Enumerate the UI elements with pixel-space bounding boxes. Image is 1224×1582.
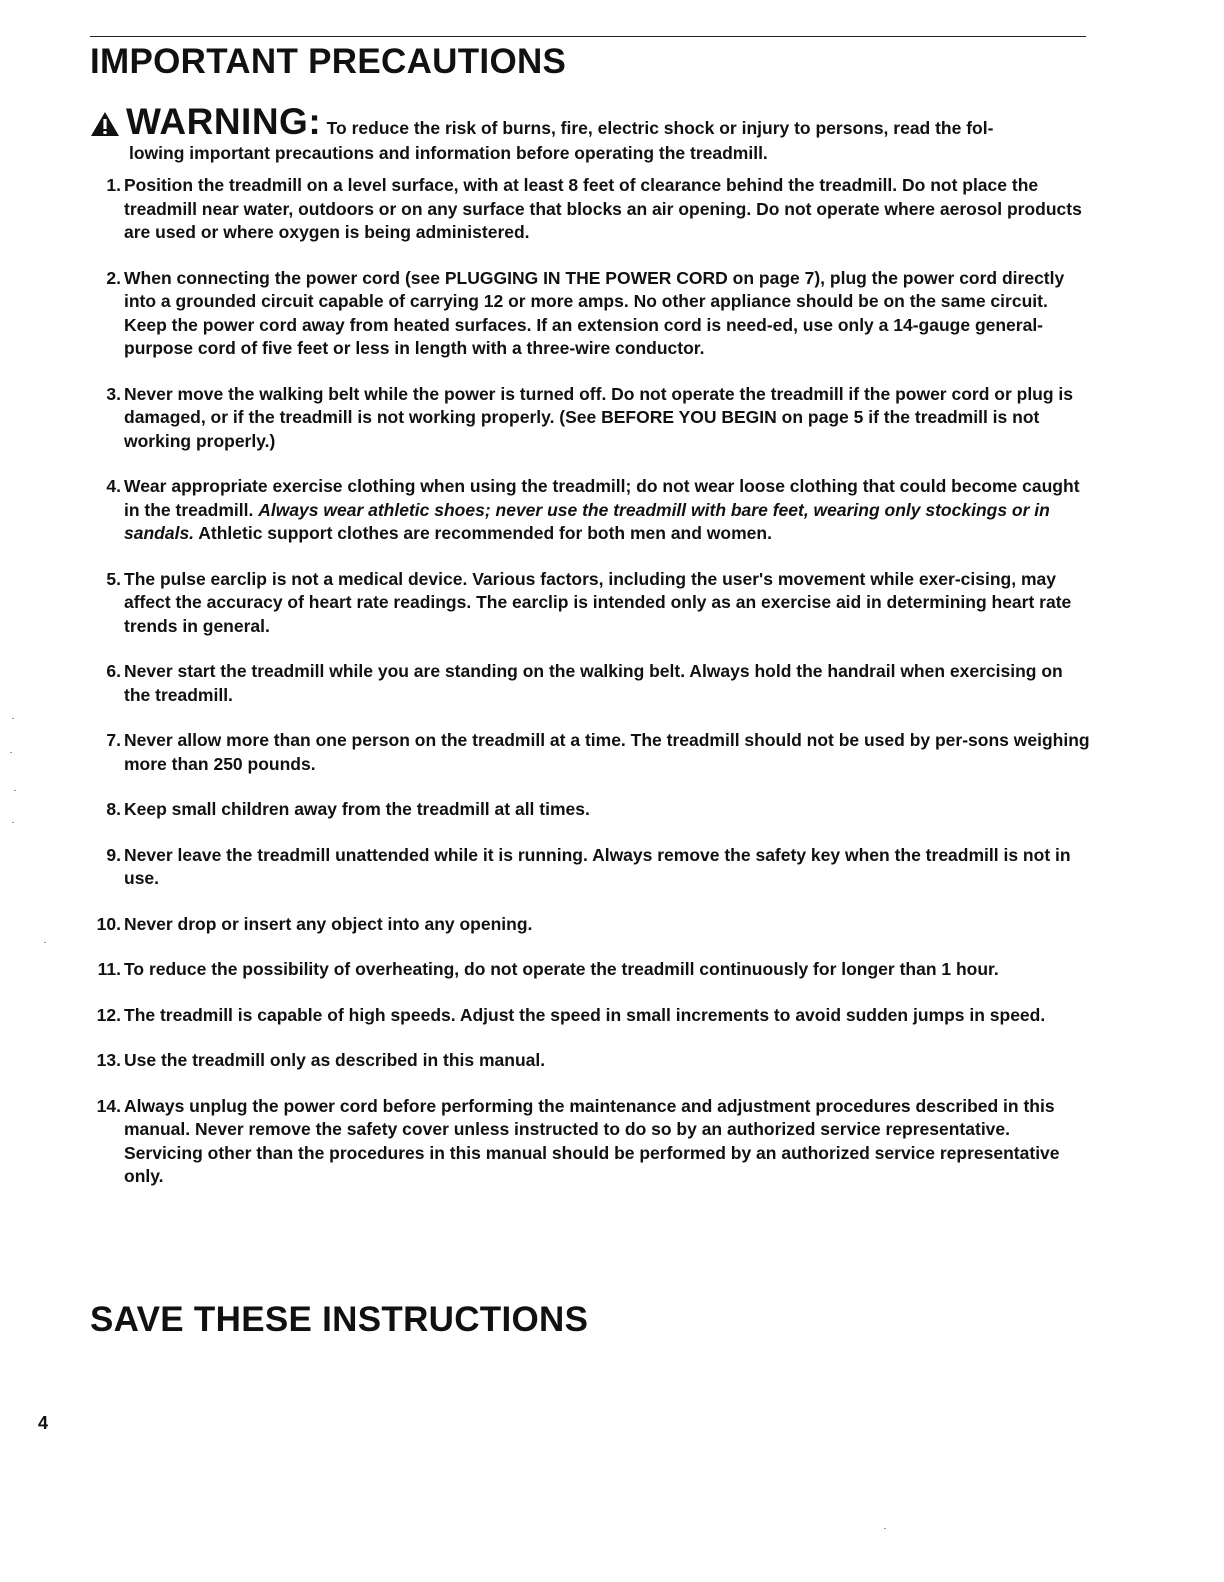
- precaution-item: [90, 174, 1090, 245]
- item-text: When connecting the power cord (see PLUGGING IN THE POWER CORD on page 7), plug the power cord directly into a grounded circuit capable of carrying 12 or more amps. No other appliance should be on the same circuit. Keep the power cord away from heated surfaces. If an extension cord is need-ed, use only a 14-gauge general-purpose cord of five feet or less in length with a three-wire conductor.: [124, 267, 1065, 358]
- scan-speck: [12, 822, 14, 823]
- item-text: Always unplug the power cord before performing the maintenance and adjustment procedures described in this manual. Never remove the safety cover unless instructed to do so by an authorized service representative. Servicing other than the procedures in this manual should be performed by an authorized service representative only.: [124, 1095, 1060, 1186]
- item-number: 1.: [106, 175, 121, 195]
- scan-speck: [44, 942, 46, 943]
- item-number: 12.: [96, 1004, 121, 1025]
- scan-speck: [10, 752, 12, 753]
- warning-colon: :: [308, 101, 321, 142]
- item-text: Never leave the treadmill unattended while it is running. Always remove the safety key when the treadmill is not in use.: [124, 844, 1071, 888]
- warning-text-line1: To reduce the risk of burns, fire, electric shock or injury to persons, read the fol-: [326, 118, 994, 138]
- precaution-item: [90, 568, 1090, 639]
- precautions-list: [90, 174, 1090, 1211]
- precaution-item: [90, 1049, 1090, 1073]
- warning-triangle-icon: [90, 111, 120, 137]
- item-number: 14.: [96, 1095, 121, 1116]
- item-text: To reduce the possibility of overheating, do not operate the treadmill continuously for longer than 1 hour.: [124, 959, 999, 979]
- item-text: Never move the walking belt while the power is turned off. Do not operate the treadmill if the power cord or plug is damaged, or if the treadmill is not working properly. (See BEFORE YOU BEGIN on page 5 if the treadmill is not working properly.): [124, 383, 1074, 451]
- item-text: The pulse earclip is not a medical device. Various factors, including the user's movement while exer-cising, may affect the accuracy of heart rate readings. The earclip is intended only as an exercise aid in determining heart rate trends in general.: [124, 568, 1072, 636]
- item-text-plain: Wear appropriate exercise clothing when using the treadmill; do not wear loose clothing that could become caught in the treadmill.: [124, 476, 1080, 520]
- item-text: Never start the treadmill while you are standing on the walking belt. Always hold the handrail when exercising on the treadmill.: [124, 661, 1063, 705]
- item-text-plain-end: Athletic support clothes are recommended for both men and women.: [194, 523, 772, 543]
- precaution-item: [90, 729, 1090, 776]
- item-text-italic: Always wear athletic shoes; never use the treadmill with bare feet, wearing only stockings or in sandals.: [124, 499, 1050, 543]
- precaution-item: [90, 798, 1090, 822]
- item-number: 7.: [106, 730, 121, 750]
- scan-speck: [884, 1528, 886, 1529]
- precaution-item: [90, 383, 1090, 454]
- warning-text-line2: lowing important precautions and information before operating the treadmill.: [129, 143, 768, 163]
- precaution-item: [90, 1095, 1090, 1189]
- item-number: 2.: [106, 267, 121, 288]
- page-title: IMPORTANT PRECAUTIONS: [90, 42, 567, 81]
- item-text: Position the treadmill on a level surface, with at least 8 feet of clearance behind the treadmill. Do not place the treadmill near water, outdoors or on any surface that blocks an air opening. Do not operate where aerosol products are used or where oxygen is being administered.: [124, 175, 1082, 242]
- warning-line: [90, 103, 1086, 140]
- precaution-item: [90, 958, 1090, 982]
- item-number: 5.: [106, 568, 121, 589]
- item-number: 10.: [96, 913, 121, 934]
- item-text: [124, 476, 1080, 543]
- item-text: The treadmill is capable of high speeds. Adjust the speed in small increments to avoid sudden jumps in speed.: [124, 1004, 1046, 1025]
- scan-speck: [12, 718, 14, 719]
- precaution-item: [90, 1004, 1090, 1028]
- item-text: Never allow more than one person on the treadmill at a time. The treadmill should not be used by per-sons weighing more than 250 pounds.: [124, 730, 1090, 774]
- warning-block: [90, 103, 1086, 165]
- item-text: Use the treadmill only as described in this manual.: [124, 1050, 546, 1070]
- save-instructions-heading: SAVE THESE INSTRUCTIONS: [90, 1300, 589, 1339]
- precaution-item: [90, 913, 1090, 937]
- item-number: 11.: [97, 959, 121, 979]
- top-rule: [90, 36, 1086, 37]
- item-text: Keep small children away from the treadmill at all times.: [124, 799, 590, 819]
- item-number: 8.: [106, 799, 121, 819]
- item-number: 9.: [106, 844, 121, 865]
- item-number: 3.: [106, 383, 121, 404]
- precaution-item: [90, 267, 1090, 361]
- page-number: 4: [38, 1413, 49, 1433]
- scan-speck: [14, 790, 16, 791]
- warning-label: WARNING: [126, 101, 309, 142]
- item-number: 4.: [106, 476, 121, 496]
- precaution-item: [90, 475, 1090, 546]
- item-number: 6.: [106, 661, 121, 681]
- item-number: 13.: [96, 1050, 121, 1070]
- precaution-item: [90, 844, 1090, 891]
- item-text: Never drop or insert any object into any opening.: [124, 913, 533, 934]
- precaution-item: [90, 660, 1090, 707]
